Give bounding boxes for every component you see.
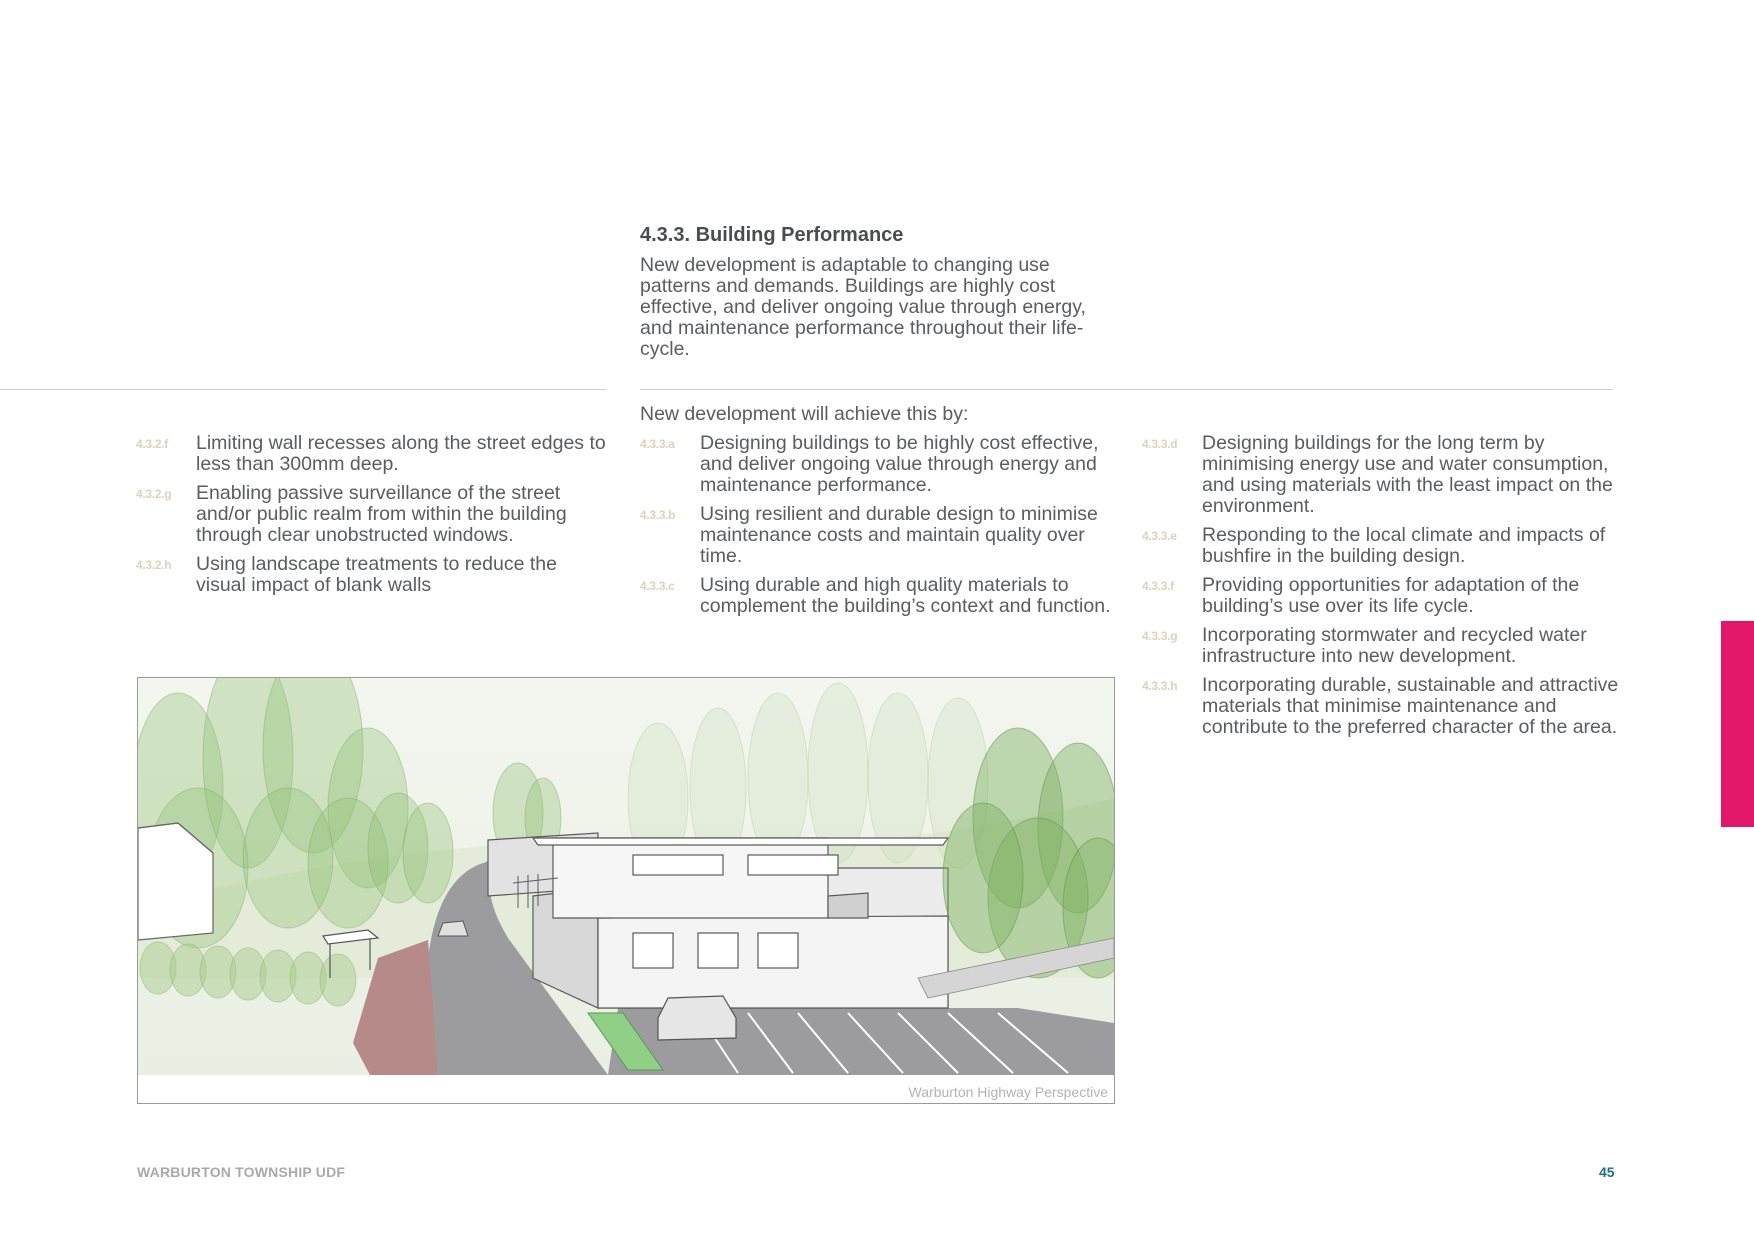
list-item (1142, 625, 1620, 667)
middle-item-list (640, 433, 1115, 625)
list-item (1142, 675, 1620, 738)
section-intro: New development is adaptable to changing use patterns and demands. Buildings are highly cost effective, and deliver ongoing value through energy, and maintenance performance throughout their life-cycle. (640, 254, 1086, 360)
item-text: Incorporating stormwater and recycled water infrastructure into new development. (1202, 624, 1587, 667)
list-item (1142, 575, 1620, 617)
item-text: Providing opportunities for adaptation of the building’s use over its life cycle. (1202, 574, 1580, 617)
item-code: 4.3.3.h (1142, 679, 1178, 693)
item-code: 4.3.3.c (640, 579, 675, 593)
list-item (136, 483, 606, 546)
item-text: Incorporating durable, sustainable and attractive materials that minimise maintenance and contribute to the preferred character of the area. (1202, 674, 1619, 738)
list-item (640, 575, 1115, 617)
item-code: 4.3.2.f (136, 437, 168, 451)
list-item (1142, 433, 1620, 517)
right-item-list (1142, 433, 1620, 746)
item-text: Using resilient and durable design to minimise maintenance costs and maintain quality over time. (700, 503, 1098, 567)
left-item-list (136, 433, 606, 604)
left-divider (0, 389, 607, 390)
streetscape-sketch (138, 678, 1114, 1075)
item-code: 4.3.3.f (1142, 579, 1174, 593)
item-text: Responding to the local climate and impacts of bushfire in the building design. (1202, 524, 1606, 567)
list-item (1142, 525, 1620, 567)
item-code: 4.3.3.b (640, 508, 676, 522)
list-item (136, 433, 606, 475)
page-number: 45 (1599, 1164, 1615, 1180)
document-title: WARBURTON TOWNSHIP UDF (137, 1164, 346, 1180)
right-divider (640, 389, 1613, 390)
figure-caption: Warburton Highway Perspective (908, 1084, 1108, 1100)
section-heading: 4.3.3. Building Performance (640, 224, 904, 246)
list-item (640, 504, 1115, 567)
item-text: Enabling passive surveillance of the street and/or public realm from within the building through clear unobstructed windows. (196, 482, 567, 546)
item-code: 4.3.3.a (640, 437, 675, 451)
item-code: 4.3.2.h (136, 558, 172, 572)
list-item (136, 554, 606, 596)
item-text: Using landscape treatments to reduce the visual impact of blank walls (196, 553, 557, 596)
perspective-illustration (137, 677, 1115, 1104)
item-code: 4.3.3.d (1142, 437, 1178, 451)
item-code: 4.3.2.g (136, 487, 172, 501)
section-tab-marker (1721, 621, 1754, 827)
item-text: Limiting wall recesses along the street edges to less than 300mm deep. (196, 432, 606, 475)
item-text: Designing buildings to be highly cost effective, and deliver ongoing value through energy and maintenance performance. (700, 432, 1099, 496)
item-text: Using durable and high quality materials to complement the building’s context and function. (700, 574, 1111, 617)
lead-text: New development will achieve this by: (640, 403, 969, 425)
item-code: 4.3.3.e (1142, 529, 1177, 543)
item-code: 4.3.3.g (1142, 629, 1178, 643)
item-text: Designing buildings for the long term by minimising energy use and water consumption, and using materials with the least impact on the environment. (1202, 432, 1613, 517)
list-item (640, 433, 1115, 496)
